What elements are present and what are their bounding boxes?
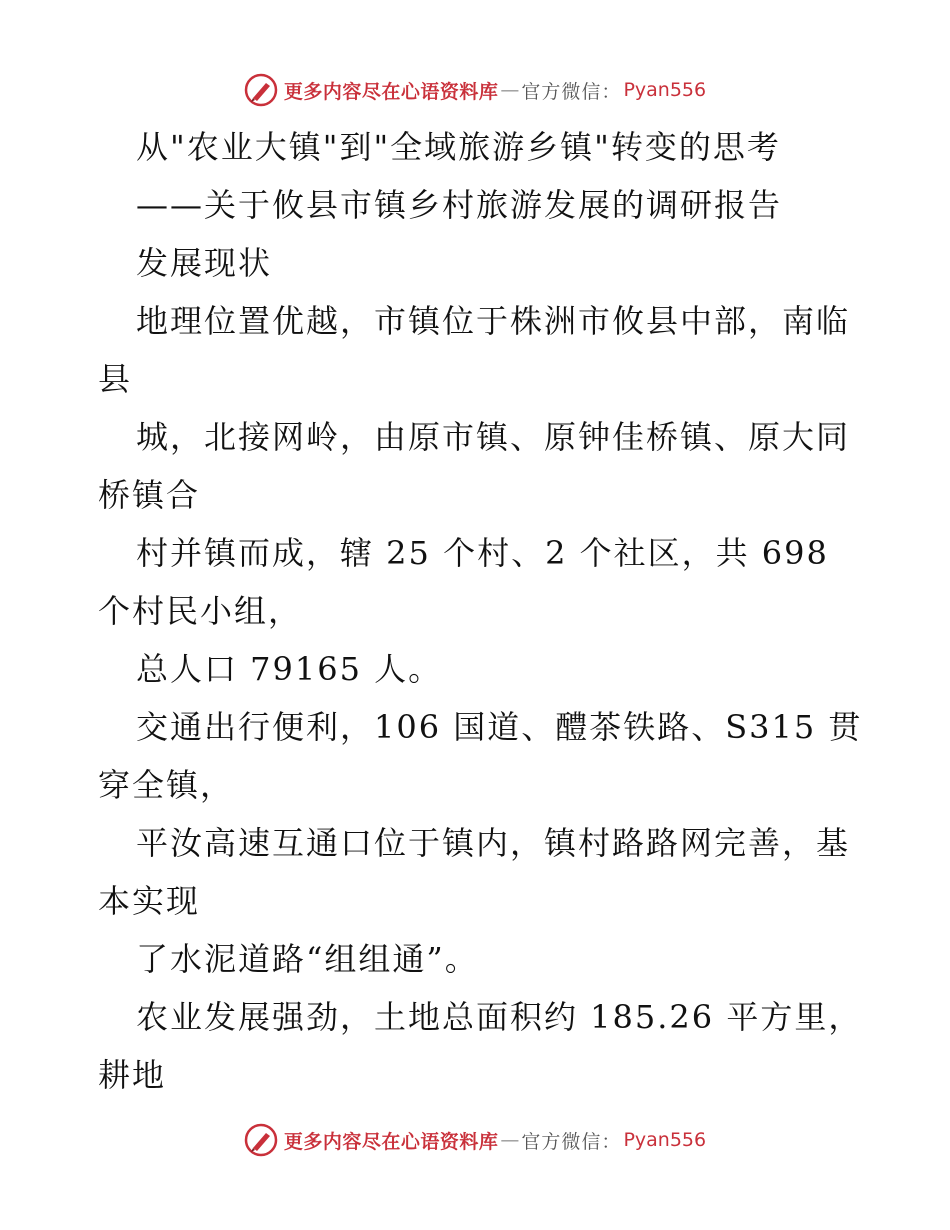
watermark-wechat-id: Pyan556 [623,79,707,101]
text-line: 村并镇而成，辖 25 个村、2 个社区，共 698 [136,534,829,572]
pen-logo-icon [244,73,278,107]
watermark-dash: — [500,79,520,101]
text-line: 交通出行便利，106 国道、醴茶铁路、S315 贯 [136,708,863,746]
text-line: 桥镇合 [98,476,201,514]
text-line: 本实现 [98,882,201,920]
watermark-wechat-label: 官方微信： [521,80,622,103]
watermark-dash: — [500,1129,520,1151]
header-watermark [0,70,950,110]
text-line: 穿全镇， [98,766,235,804]
document-body [98,118,863,1104]
watermark-text: 更多内容尽在心语资料库 [283,80,499,103]
watermark-wechat-label: 官方微信： [521,1130,622,1153]
footer-watermark [0,1120,950,1160]
text-line: 从"农业大镇"到"全域旅游乡镇"转变的思考 [136,128,781,166]
text-line: 地理位置优越，市镇位于株洲市攸县中部，南临 [136,302,851,340]
watermark-text: 更多内容尽在心语资料库 [283,1130,499,1153]
text-line: 县 [98,360,133,398]
text-line: 了水泥道路“组组通”。 [136,940,479,978]
text-line: 个村民小组， [98,592,303,630]
text-line: 发展现状 [136,244,273,282]
text-line: ——关于攸县市镇乡村旅游发展的调研报告 [136,186,783,224]
text-line: 总人口 79165 人。 [136,650,443,688]
text-line: 城，北接网岭，由原市镇、原钟佳桥镇、原大同 [136,418,851,456]
pen-logo-icon [244,1123,278,1157]
text-line: 耕地 [98,1056,167,1094]
watermark-wechat-id: Pyan556 [623,1129,707,1151]
text-line: 平汝高速互通口位于镇内，镇村路路网完善，基 [136,824,851,862]
text-line: 农业发展强劲，土地总面积约 185.26 平方里， [136,998,863,1036]
